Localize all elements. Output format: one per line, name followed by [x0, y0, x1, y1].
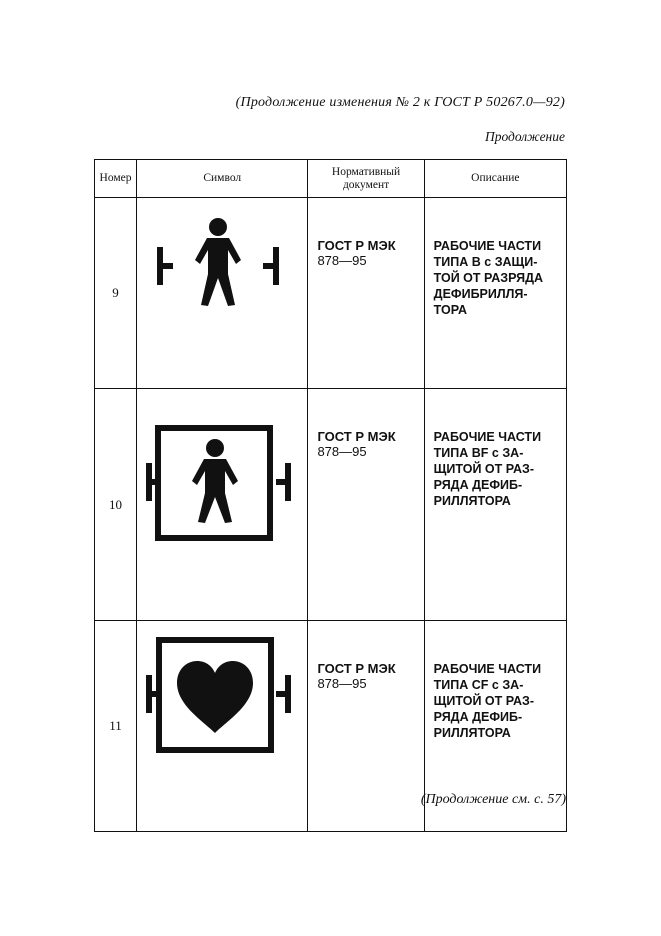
- type-cf-applied-part-defibrillation-proof-icon: [137, 621, 308, 791]
- table-row: [95, 198, 567, 389]
- document-line: ГОСТ Р МЭК: [317, 238, 396, 253]
- document-cell: [308, 621, 424, 832]
- symbol-cell: [137, 389, 308, 621]
- symbol-cell: [137, 621, 308, 832]
- row-number: 10: [95, 389, 137, 621]
- document-line: 878—95: [317, 253, 367, 268]
- description-line: РЯДА ДЕФИБ-: [433, 478, 523, 492]
- description-line: ТОРА: [433, 303, 467, 317]
- column-header-document: Нормативный документ: [308, 160, 424, 198]
- description-line: РАБОЧИЕ ЧАСТИ: [433, 239, 542, 253]
- description-cell: [424, 198, 566, 389]
- continuation-subtitle: Продолжение: [484, 129, 565, 144]
- column-header-number: Номер: [95, 160, 137, 198]
- description-line: ДЕФИБРИЛЛЯ-: [433, 287, 528, 301]
- type-b-applied-part-defibrillation-proof-icon: [137, 198, 308, 348]
- continuation-title: (Продолжение изменения № 2 к ГОСТ Р 50267.0—92): [235, 95, 565, 110]
- type-bf-applied-part-defibrillation-proof-icon: [137, 389, 308, 580]
- description-line: ТИПА CF с ЗА-: [433, 678, 524, 692]
- symbols-table: [94, 159, 567, 832]
- description-line: РЯДА ДЕФИБ-: [433, 710, 523, 724]
- description-line: ТИПА B с ЗАЩИ-: [433, 255, 538, 269]
- description-line: ЩИТОЙ ОТ РАЗ-: [433, 462, 534, 476]
- document-line: 878—95: [317, 676, 367, 691]
- description-line: ТОЙ ОТ РАЗРЯДА: [433, 271, 544, 285]
- description-line: РАБОЧИЕ ЧАСТИ: [433, 662, 542, 676]
- document-line: 878—95: [317, 444, 367, 459]
- table-header-row: [95, 160, 567, 198]
- column-header-description: Описание: [424, 160, 566, 198]
- row-number: 11: [95, 621, 137, 832]
- description-cell: [424, 389, 566, 621]
- description-line: ЩИТОЙ ОТ РАЗ-: [433, 694, 534, 708]
- document-cell: [308, 198, 424, 389]
- table-row: [95, 389, 567, 621]
- description-line: РАБОЧИЕ ЧАСТИ: [433, 430, 542, 444]
- row-number: 9: [95, 198, 137, 389]
- continuation-note: (Продолжение см. с. 57): [420, 792, 566, 807]
- description-line: РИЛЛЯТОРА: [433, 494, 511, 508]
- document-cell: [308, 389, 424, 621]
- document-line: ГОСТ Р МЭК: [317, 429, 396, 444]
- description-line: РИЛЛЯТОРА: [433, 726, 511, 740]
- symbol-cell: [137, 198, 308, 389]
- column-header-symbol: Символ: [137, 160, 308, 198]
- document-line: ГОСТ Р МЭК: [317, 661, 396, 676]
- description-line: ТИПА BF с ЗА-: [433, 446, 524, 460]
